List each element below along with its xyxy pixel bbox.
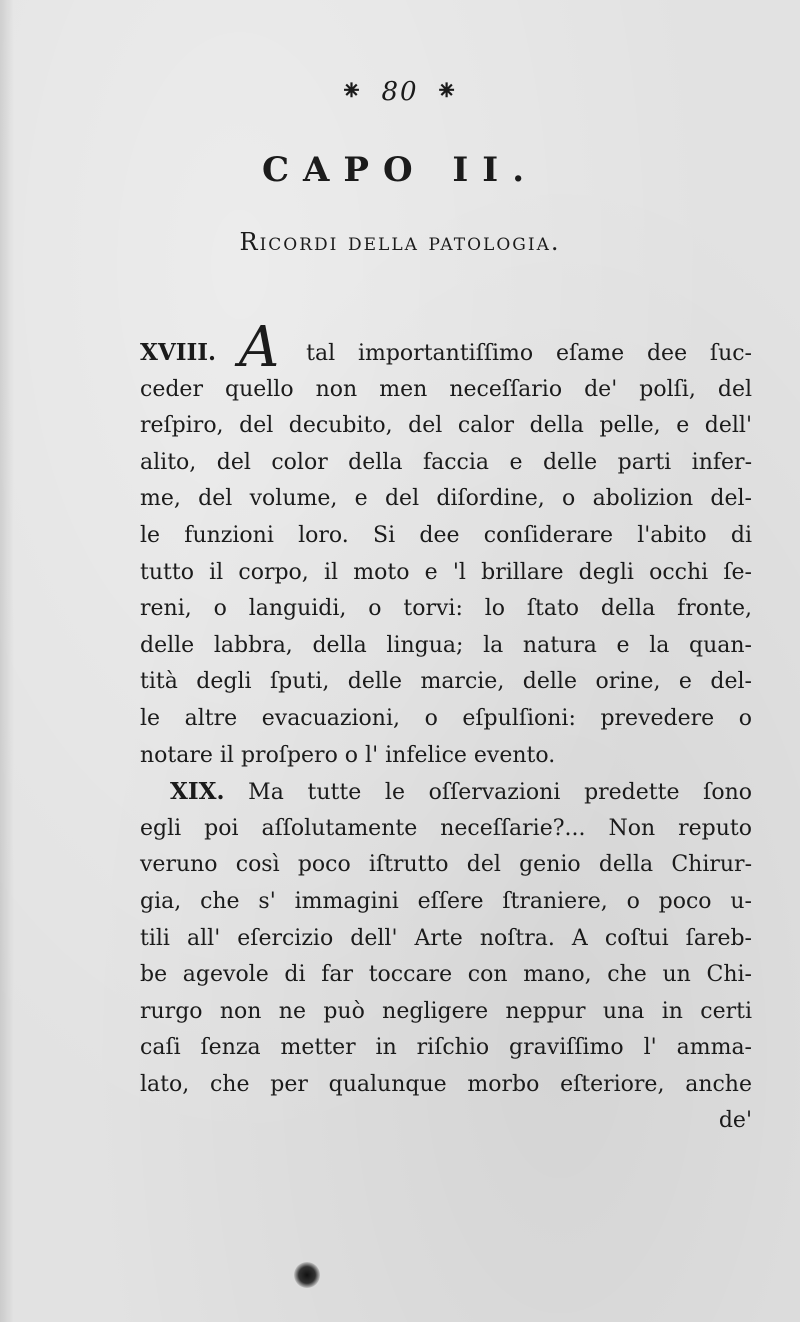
text-line: lato, che per qualunque morbo eſteriore, anche bbox=[140, 1071, 752, 1097]
body-text bbox=[140, 315, 752, 1140]
text-line bbox=[140, 315, 752, 380]
text-line: le funzioni loro. Si dee conſiderare l'abito di bbox=[140, 522, 752, 548]
text-line: notare il proſpero o l' infelice evento. bbox=[140, 742, 556, 768]
text-line: reni, o languidi, o torvi: lo ſtato della fronte, bbox=[140, 596, 752, 622]
ink-blot bbox=[294, 1262, 320, 1288]
page-number: 80 bbox=[381, 77, 419, 107]
paragraph-number: XVIII. bbox=[140, 339, 216, 366]
text-line: tili all' eſercizio dell' Arte noſtra. A coſtui ſareb- bbox=[140, 925, 752, 951]
line-text: Ma tutte le oſſervazioni predette ſono bbox=[248, 780, 752, 806]
text-line: rurgo non ne può negligere neppur una in certi bbox=[140, 998, 752, 1024]
line-text: tal importantiſſimo eſame dee ſuc- bbox=[306, 341, 752, 366]
text-line: tità degli ſputi, delle marcie, delle orine, e del- bbox=[140, 669, 752, 695]
ornament-left-icon: ⁕ bbox=[339, 74, 366, 107]
text-line: caſi ſenza metter in riſchio graviſſimo l' amma- bbox=[140, 1035, 752, 1061]
text-line: le altre evacuazioni, o eſpulſioni: prevedere o bbox=[140, 705, 752, 731]
catchword: de' bbox=[718, 1108, 752, 1134]
ornament-right-icon: ⁕ bbox=[434, 74, 461, 107]
page-fold-shadow bbox=[0, 0, 14, 1322]
drop-cap: A bbox=[238, 315, 280, 380]
text-line: me, del volume, e del diſordine, o abolizion del- bbox=[140, 486, 752, 512]
text-line: veruno così poco iſtrutto del genio della Chirur- bbox=[140, 852, 752, 878]
text-line bbox=[140, 774, 752, 811]
text-line: gia, che s' immagini eſſere ſtraniere, o poco u- bbox=[140, 888, 752, 914]
text-line: reſpiro, del decubito, del calor della pelle, e dell' bbox=[140, 413, 752, 439]
text-line: alito, del color della faccia e delle parti infer- bbox=[140, 449, 752, 475]
page-header bbox=[0, 74, 800, 107]
text-line: egli poi aſſolutamente neceſſarie?... Non reputo bbox=[140, 815, 752, 841]
text-line: tutto il corpo, il moto e 'l brillare degli occhi ſe- bbox=[140, 559, 752, 585]
paragraph-number: XIX. bbox=[170, 778, 225, 806]
text-line: be agevole di far toccare con mano, che un Chi- bbox=[140, 962, 752, 988]
chapter-title: CAPO II. bbox=[261, 150, 539, 190]
text-line: ceder quello non men neceſſario de' polſi, del bbox=[140, 376, 752, 402]
section-heading: Ricordi della patologia. bbox=[239, 228, 561, 256]
text-line: delle labbra, della lingua; la natura e la quan- bbox=[140, 632, 752, 658]
